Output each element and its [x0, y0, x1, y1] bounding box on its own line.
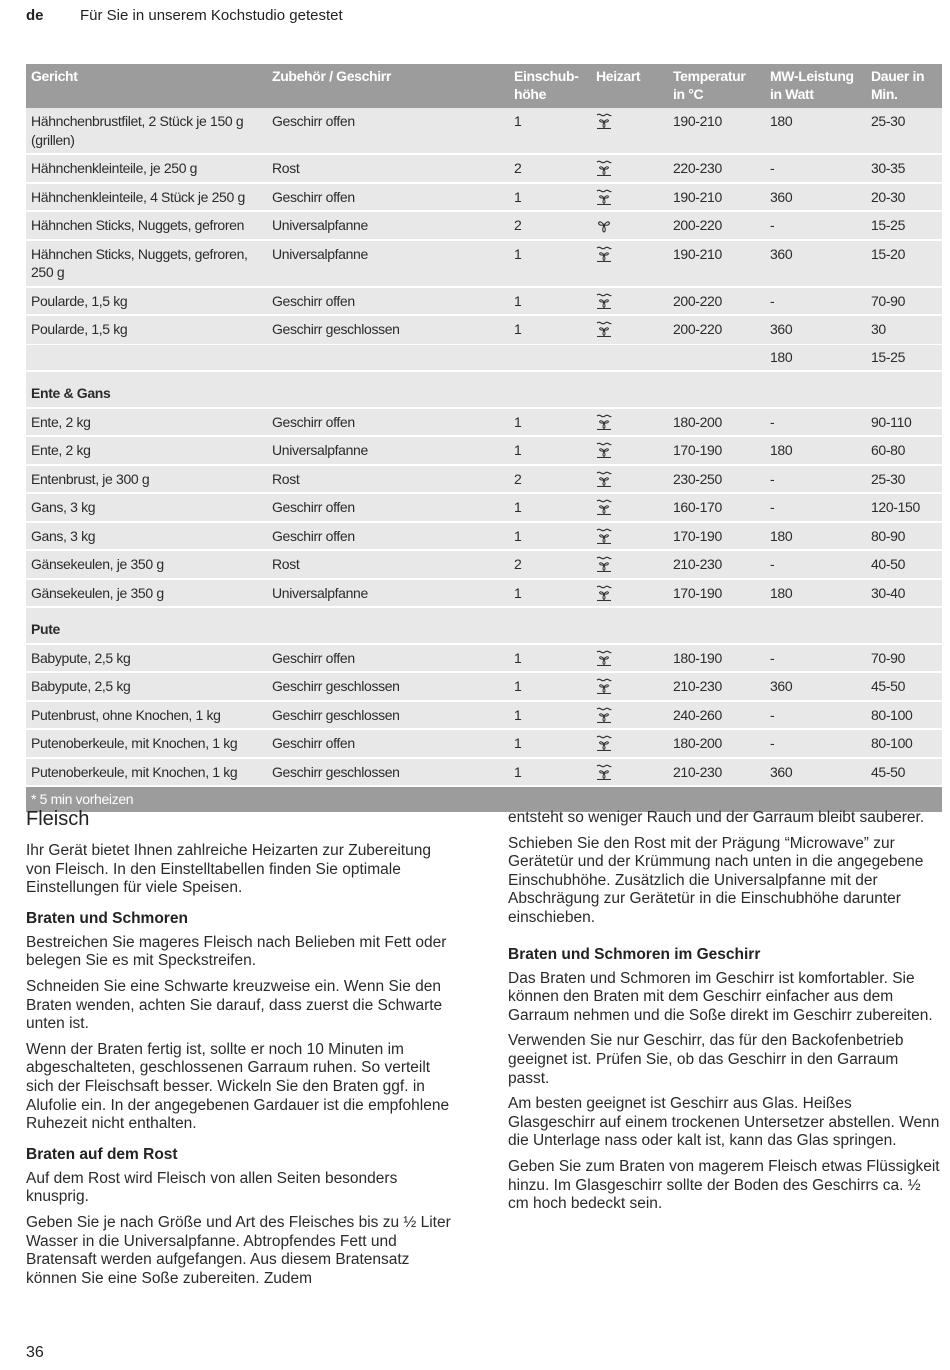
- table-cell: [26, 344, 267, 371]
- subheading-braten-rost: Braten auf dem Rost: [26, 1145, 178, 1163]
- table-cell: 15-25: [866, 211, 942, 240]
- table-cell: Entenbrust, je 300 g: [26, 465, 267, 494]
- table-cell: 180: [765, 579, 866, 608]
- table-row: [26, 183, 942, 212]
- table-header-row: [26, 64, 942, 108]
- table-cell: 240-260: [668, 701, 765, 730]
- grill-circulating-icon: [591, 154, 668, 183]
- table-row: [26, 108, 942, 154]
- table-cell: Hähnchenkleinteile, 4 Stück je 250 g: [26, 183, 267, 212]
- table-cell: 120-150: [866, 493, 942, 522]
- table-cell: 190-210: [668, 240, 765, 287]
- table-cell: 1: [509, 183, 591, 212]
- table-cell: Geschirr geschlossen: [267, 701, 509, 730]
- table-cell: 180: [765, 344, 866, 371]
- table-cell: 80-100: [866, 701, 942, 730]
- table-cell: Poularde, 1,5 kg: [26, 315, 267, 344]
- column-header: Einschub- höhe: [509, 64, 591, 108]
- grill-circulating-icon: [591, 287, 668, 316]
- table-cell: 15-25: [866, 344, 942, 371]
- table-cell: Babypute, 2,5 kg: [26, 644, 267, 673]
- table-cell: Geschirr geschlossen: [267, 672, 509, 701]
- table-row: [26, 758, 942, 787]
- grill-circulating-icon: [591, 550, 668, 579]
- table-cell: -: [765, 465, 866, 494]
- table-cell: 30-40: [866, 579, 942, 608]
- table-cell: 1: [509, 729, 591, 758]
- table-cell: Rost: [267, 465, 509, 494]
- table-cell: 210-230: [668, 672, 765, 701]
- grill-circulating-icon: [591, 579, 668, 608]
- section-label: Ente & Gans: [26, 371, 942, 408]
- table-cell: 200-220: [668, 211, 765, 240]
- paragraph: Bestreichen Sie mageres Fleisch nach Belieben mit Fett oder belegen Sie es mit Speckstreifen.: [26, 933, 447, 970]
- table-cell: 210-230: [668, 758, 765, 787]
- table-row: [26, 240, 942, 287]
- table-section-row: [26, 607, 942, 644]
- grill-circulating-icon: [591, 729, 668, 758]
- table-cell: 1: [509, 493, 591, 522]
- table-cell: Geschirr geschlossen: [267, 758, 509, 787]
- table-cell: -: [765, 550, 866, 579]
- table-cell: 2: [509, 154, 591, 183]
- table-cell: 360: [765, 315, 866, 344]
- table-row: [26, 287, 942, 316]
- table-cell: 40-50: [866, 550, 942, 579]
- table-cell: Geschirr offen: [267, 408, 509, 437]
- column-header: Zubehör / Geschirr: [267, 64, 509, 108]
- table-cell: 1: [509, 240, 591, 287]
- paragraph: Das Braten und Schmoren im Geschirr ist komfortabler. Sie können den Braten mit dem Geschirr einfacher aus dem Garraum nehmen und die Soße direkt im Geschirr zubereiten.: [508, 969, 933, 1024]
- table-cell: 15-20: [866, 240, 942, 287]
- paragraph: Schneiden Sie eine Schwarte kreuzweise ein. Wenn Sie den Braten wenden, achten Sie darauf, dass zuerst die Schwarte unten ist.: [26, 977, 443, 1033]
- table-cell: -: [765, 493, 866, 522]
- table-cell: 200-220: [668, 287, 765, 316]
- table-cell: Rost: [267, 154, 509, 183]
- paragraph: Am besten geeignet ist Geschirr aus Glas. Heißes Glasgeschirr auf einem trockenen Untersetzer abstellen. Wenn die Unterlage nass oder kalt ist, kann das Glas springen.: [508, 1095, 940, 1150]
- grill-circulating-icon: [591, 701, 668, 730]
- table-row: [26, 211, 942, 240]
- cooking-table-container: [26, 64, 942, 814]
- table-cell: Hähnchen Sticks, Nuggets, gefroren, 250 g: [26, 240, 267, 287]
- table-cell: Gans, 3 kg: [26, 522, 267, 551]
- right-column: [508, 809, 940, 1221]
- grill-circulating-icon: [591, 183, 668, 212]
- table-cell: Gans, 3 kg: [26, 493, 267, 522]
- table-cell: -: [765, 701, 866, 730]
- grill-circulating-icon: [591, 672, 668, 701]
- grill-circulating-icon: [591, 465, 668, 494]
- table-cell: 170-190: [668, 579, 765, 608]
- subheading-geschirr: Braten und Schmoren im Geschirr: [508, 945, 761, 963]
- table-cell: 2: [509, 465, 591, 494]
- table-cell: 25-30: [866, 108, 942, 154]
- grill-circulating-icon: [591, 315, 668, 344]
- table-cell: 1: [509, 579, 591, 608]
- table-cell: Putenoberkeule, mit Knochen, 1 kg: [26, 758, 267, 787]
- table-cell: 30: [866, 315, 942, 344]
- table-cell: 360: [765, 183, 866, 212]
- table-cell: 180-200: [668, 408, 765, 437]
- table-cell: 2: [509, 211, 591, 240]
- table-cell: 190-210: [668, 108, 765, 154]
- table-cell: Geschirr offen: [267, 108, 509, 154]
- column-header: Temperatur in °C: [668, 64, 765, 108]
- table-cell: 45-50: [866, 672, 942, 701]
- paragraph: entsteht so weniger Rauch und der Garraum bleibt sauberer.: [508, 809, 925, 826]
- table-cell: 210-230: [668, 550, 765, 579]
- table-cell: Ente, 2 kg: [26, 436, 267, 465]
- table-cell: 20-30: [866, 183, 942, 212]
- table-cell: Geschirr offen: [267, 644, 509, 673]
- table-cell: Geschirr geschlossen: [267, 315, 509, 344]
- table-row: [26, 315, 942, 344]
- table-cell: Babypute, 2,5 kg: [26, 672, 267, 701]
- table-footnote: * 5 min vorheizen: [26, 786, 942, 813]
- table-cell: [668, 344, 765, 371]
- table-cell: 360: [765, 758, 866, 787]
- table-row: [26, 701, 942, 730]
- table-cell: -: [765, 644, 866, 673]
- paragraph: Wenn der Braten fertig ist, sollte er noch 10 Minuten im abgeschalteten, geschlossenen Garraum ruhen. So verteilt sich der Fleischsaft besser. Wickeln Sie den Braten ggf. in Alufolie ein. In der angegebenen Gardauer ist die empfohlene Ruhezeit nicht enthalten.: [26, 1040, 450, 1133]
- cooking-table: [26, 64, 942, 814]
- table-cell: -: [765, 211, 866, 240]
- table-cell: Geschirr offen: [267, 287, 509, 316]
- table-cell: 360: [765, 240, 866, 287]
- table-row: [26, 344, 942, 371]
- table-cell: 80-100: [866, 729, 942, 758]
- column-header: Heizart: [591, 64, 668, 108]
- table-row: [26, 408, 942, 437]
- table-cell: 170-190: [668, 522, 765, 551]
- table-cell: Gänsekeulen, je 350 g: [26, 579, 267, 608]
- table-cell: 180: [765, 436, 866, 465]
- table-cell: [267, 344, 509, 371]
- table-cell: 2: [509, 550, 591, 579]
- table-cell: 1: [509, 522, 591, 551]
- table-cell: 30-35: [866, 154, 942, 183]
- table-cell: 180-190: [668, 644, 765, 673]
- table-cell: Geschirr offen: [267, 729, 509, 758]
- table-row: [26, 729, 942, 758]
- language-tag: de: [26, 7, 44, 24]
- table-cell: 1: [509, 436, 591, 465]
- table-section-row: [26, 371, 942, 408]
- table-row: [26, 154, 942, 183]
- table-row: [26, 672, 942, 701]
- table-cell: 1: [509, 408, 591, 437]
- table-cell: -: [765, 154, 866, 183]
- table-cell: 70-90: [866, 644, 942, 673]
- table-cell: 1: [509, 315, 591, 344]
- grill-circulating-icon: [591, 436, 668, 465]
- table-cell: 1: [509, 758, 591, 787]
- table-cell: Poularde, 1,5 kg: [26, 287, 267, 316]
- column-header: MW-Leistung in Watt: [765, 64, 866, 108]
- table-cell: Universalpfanne: [267, 579, 509, 608]
- table-row: [26, 465, 942, 494]
- table-cell: Hähnchen Sticks, Nuggets, gefroren: [26, 211, 267, 240]
- page-header: [26, 7, 343, 24]
- table-cell: Putenbrust, ohne Knochen, 1 kg: [26, 701, 267, 730]
- table-cell: 45-50: [866, 758, 942, 787]
- table-cell: 190-210: [668, 183, 765, 212]
- table-cell: -: [765, 408, 866, 437]
- table-cell: 170-190: [668, 436, 765, 465]
- table-cell: 25-30: [866, 465, 942, 494]
- table-cell: Geschirr offen: [267, 183, 509, 212]
- table-cell: 1: [509, 644, 591, 673]
- section-heading-fleisch: Fleisch: [26, 808, 90, 830]
- hot-air-icon: [591, 211, 668, 240]
- table-cell: -: [765, 729, 866, 758]
- table-cell: Putenoberkeule, mit Knochen, 1 kg: [26, 729, 267, 758]
- grill-circulating-icon: [591, 240, 668, 287]
- table-row: [26, 493, 942, 522]
- grill-circulating-icon: [591, 644, 668, 673]
- table-cell: 1: [509, 672, 591, 701]
- table-cell: Hähnchenkleinteile, je 250 g: [26, 154, 267, 183]
- table-cell: Rost: [267, 550, 509, 579]
- table-cell: 220-230: [668, 154, 765, 183]
- paragraph: Verwenden Sie nur Geschirr, das für den Backofenbetrieb geeignet ist. Prüfen Sie, ob das Geschirr in den Garraum passt.: [508, 1032, 904, 1087]
- table-cell: Universalpfanne: [267, 436, 509, 465]
- table-cell: Geschirr offen: [267, 493, 509, 522]
- grill-circulating-icon: [591, 108, 668, 154]
- table-cell: 60-80: [866, 436, 942, 465]
- column-header: Dauer in Min.: [866, 64, 942, 108]
- table-cell: 1: [509, 108, 591, 154]
- grill-circulating-icon: [591, 758, 668, 787]
- intro-paragraph: Ihr Gerät bietet Ihnen zahlreiche Heizarten zur Zubereitung von Fleisch. In den Einstelltabellen finden Sie optimale Einstellungen für viele Speisen.: [26, 842, 431, 897]
- table-cell: Ente, 2 kg: [26, 408, 267, 437]
- column-header: Gericht: [26, 64, 267, 108]
- table-cell: 180-200: [668, 729, 765, 758]
- paragraph: Schieben Sie den Rost mit der Prägung “Microwave” zur Gerätetür und der Krümmung nach unten in die angegebene Einschubhöhe. Zusätzlich die Universalpfanne mit der Abschrägung zur Gerätetür in die Einschubhöhe darunter einschieben.: [508, 834, 924, 926]
- page-number: 36: [26, 1344, 44, 1361]
- grill-circulating-icon: [591, 408, 668, 437]
- paragraph: Geben Sie zum Braten von magerem Fleisch etwas Flüssigkeit hinzu. Im Glasgeschirr sollte der Boden des Geschirrs ca. ½ cm hoch bedeckt sein.: [508, 1157, 940, 1213]
- table-cell: 70-90: [866, 287, 942, 316]
- table-cell: 180: [765, 108, 866, 154]
- table-row: [26, 644, 942, 673]
- table-cell: 90-110: [866, 408, 942, 437]
- left-column: [26, 808, 458, 1295]
- table-cell: 180: [765, 522, 866, 551]
- table-cell: 200-220: [668, 315, 765, 344]
- table-cell: 360: [765, 672, 866, 701]
- table-row: [26, 436, 942, 465]
- table-cell: 160-170: [668, 493, 765, 522]
- table-cell: 1: [509, 287, 591, 316]
- table-cell: 1: [509, 701, 591, 730]
- table-cell: Universalpfanne: [267, 211, 509, 240]
- table-cell: 80-90: [866, 522, 942, 551]
- table-cell: Geschirr offen: [267, 522, 509, 551]
- table-cell: 230-250: [668, 465, 765, 494]
- table-cell: [591, 344, 668, 371]
- table-cell: Universalpfanne: [267, 240, 509, 287]
- table-body: [26, 108, 942, 813]
- table-cell: Gänsekeulen, je 350 g: [26, 550, 267, 579]
- table-row: [26, 550, 942, 579]
- paragraph: Auf dem Rost wird Fleisch von allen Seiten besonders knusprig.: [26, 1169, 398, 1206]
- subheading-braten-schmoren: Braten und Schmoren: [26, 909, 188, 927]
- table-cell: Hähnchenbrustfilet, 2 Stück je 150 g (grillen): [26, 108, 267, 154]
- grill-circulating-icon: [591, 522, 668, 551]
- table-row: [26, 522, 942, 551]
- grill-circulating-icon: [591, 493, 668, 522]
- table-cell: [509, 344, 591, 371]
- table-cell: -: [765, 287, 866, 316]
- paragraph: Geben Sie je nach Größe und Art des Fleisches bis zu ½ Liter Wasser in die Universalpfanne. Abtropfendes Fett und Bratensaft werden aufgefangen. Aus diesem Bratensatz können Sie eine Soße zubereiten. Zudem: [26, 1213, 451, 1287]
- table-row: [26, 579, 942, 608]
- section-label: Pute: [26, 607, 942, 644]
- header-title: Für Sie in unserem Kochstudio getestet: [80, 7, 343, 24]
